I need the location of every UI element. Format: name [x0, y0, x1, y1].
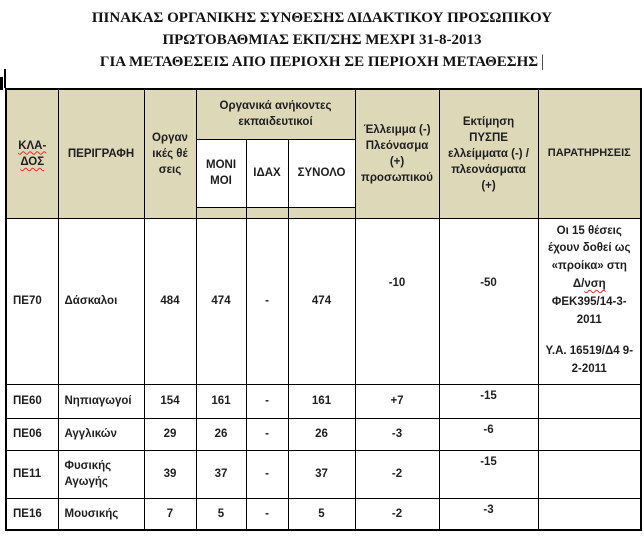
remark-intro: Οι 15 θέσεις έχουν δοθεί ως «προίκα» στη — [548, 224, 631, 273]
col-header-idax: ΙΔΑΧ — [246, 139, 288, 207]
col-header-organikes-theseis: Οργανικές θέσεις — [144, 89, 196, 218]
cell-ektimisi: -15 — [439, 450, 538, 498]
cell-idax: - — [246, 218, 288, 384]
col-header-monimoi: ΜΟΝΙΜΟΙ — [196, 139, 246, 207]
cell-perigrafi: Φυσικής Αγωγής — [58, 450, 144, 498]
header-filler-synolo — [288, 207, 355, 218]
header-filler-idax — [246, 207, 288, 218]
cell-organikes: 39 — [144, 450, 196, 498]
remark-dnsi-prefix: Δ/ — [572, 277, 585, 290]
cell-perigrafi: Δάσκαλοι — [58, 218, 144, 384]
cell-remarks — [538, 218, 641, 384]
title-line-3 — [0, 51, 644, 73]
col-header-elleimma: Έλλειμμα (-) Πλεόνασμα (+) προσωπικού — [355, 89, 439, 218]
cell-monimoi: 161 — [196, 384, 246, 418]
cell-klados: ΠΕ06 — [6, 418, 58, 450]
cell-organikes: 7 — [144, 498, 196, 530]
header-filler-monimoi — [196, 207, 246, 218]
left-edge-mark — [0, 77, 3, 90]
cell-perigrafi: Αγγλικών — [58, 418, 144, 450]
cell-perigrafi: Μουσικής — [58, 498, 144, 530]
page-title — [0, 7, 644, 73]
remark-ya: Υ.Α. 16519/Δ4 9-2-2011 — [545, 345, 634, 376]
cell-elleimma: -10 — [355, 218, 439, 384]
cell-perigrafi: Νηπιαγωγοί — [58, 384, 144, 418]
cell-klados: ΠΕ16 — [6, 498, 58, 530]
cell-synolo: 161 — [288, 384, 355, 418]
title-line-1: ΠΙΝΑΚΑΣ ΟΡΓΑΝΙΚΗΣ ΣΥΝΘΕΣΗΣ ΔΙΔΑΚΤΙΚΟΥ ΠΡΟΣΩΠΙΚΟΥ — [91, 10, 553, 26]
table-row-pe06 — [6, 418, 641, 450]
cell-idax: - — [246, 498, 288, 530]
cell-ektimisi: -3 — [439, 498, 538, 530]
cell-idax: - — [246, 450, 288, 498]
col-header-perigrafi: ΠΕΡΙΓΡΑΦΗ — [58, 89, 144, 218]
table-anchor-mark — [4, 69, 6, 88]
cell-ektimisi: -15 — [439, 384, 538, 418]
cell-idax: - — [246, 384, 288, 418]
col-header-group-organika: Οργανικά ανήκοντες εκπαιδευτικοί — [196, 89, 355, 139]
cell-elleimma: -2 — [355, 498, 439, 530]
remark-dnsi — [542, 276, 638, 294]
cell-organikes: 484 — [144, 218, 196, 384]
cell-klados: ΠΕ60 — [6, 384, 58, 418]
col-header-klados-line1: ΚΛΑ- — [18, 139, 47, 152]
table-row-pe60 — [6, 384, 641, 418]
text-cursor: | — [541, 52, 545, 72]
cell-monimoi: 37 — [196, 450, 246, 498]
cell-remarks — [538, 418, 641, 450]
col-header-klados-line2: ΔΟΣ — [20, 155, 45, 168]
cell-ektimisi: -6 — [439, 418, 538, 450]
col-header-ektimisi-pyspe: Εκτίμηση ΠΥΣΠΕ ελλείμματα (-) / πλεονάσματα (+) — [439, 89, 538, 218]
cell-klados: ΠΕ11 — [6, 450, 58, 498]
table-row-pe11 — [6, 450, 641, 498]
table-row-pe70 — [6, 218, 641, 384]
col-header-klados — [6, 89, 58, 218]
cell-elleimma: -3 — [355, 418, 439, 450]
table-row-pe16 — [6, 498, 641, 530]
title-line-2: ΠΡΩΤΟΒΑΘΜΙΑΣ ΕΚΠ/ΣΗΣ ΜΕΧΡΙ 31-8-2013 — [162, 32, 482, 48]
cell-remarks — [538, 384, 641, 418]
remark-fek: ΦΕΚ395/14-3-2011 — [551, 295, 627, 326]
col-header-synolo: ΣΥΝΟΛΟ — [288, 139, 355, 207]
remark-dnsi-wavy: νση — [584, 277, 606, 290]
cell-organikes: 154 — [144, 384, 196, 418]
cell-organikes: 29 — [144, 418, 196, 450]
cell-klados: ΠΕ70 — [6, 218, 58, 384]
cell-elleimma: +7 — [355, 384, 439, 418]
cell-monimoi: 474 — [196, 218, 246, 384]
cell-remarks — [538, 450, 641, 498]
cell-monimoi: 5 — [196, 498, 246, 530]
cell-synolo: 26 — [288, 418, 355, 450]
title-line-3-text: ΓΙΑ ΜΕΤΑΘΕΣΕΙΣ ΑΠΟ ΠΕΡΙΟΧΗ ΣΕ ΠΕΡΙΟΧΗ ΜΕΤΑΘΕΣΗΣ — [99, 54, 539, 70]
cell-synolo: 474 — [288, 218, 355, 384]
cell-idax: - — [246, 418, 288, 450]
staff-composition-table — [5, 88, 642, 531]
cell-elleimma: -2 — [355, 450, 439, 498]
cell-synolo: 5 — [288, 498, 355, 530]
cell-ektimisi: -50 — [439, 218, 538, 384]
cell-synolo: 37 — [288, 450, 355, 498]
col-header-paratiriseis: ΠΑΡΑΤΗΡΗΣΕΙΣ — [538, 89, 641, 218]
cell-monimoi: 26 — [196, 418, 246, 450]
cell-remarks — [538, 498, 641, 530]
